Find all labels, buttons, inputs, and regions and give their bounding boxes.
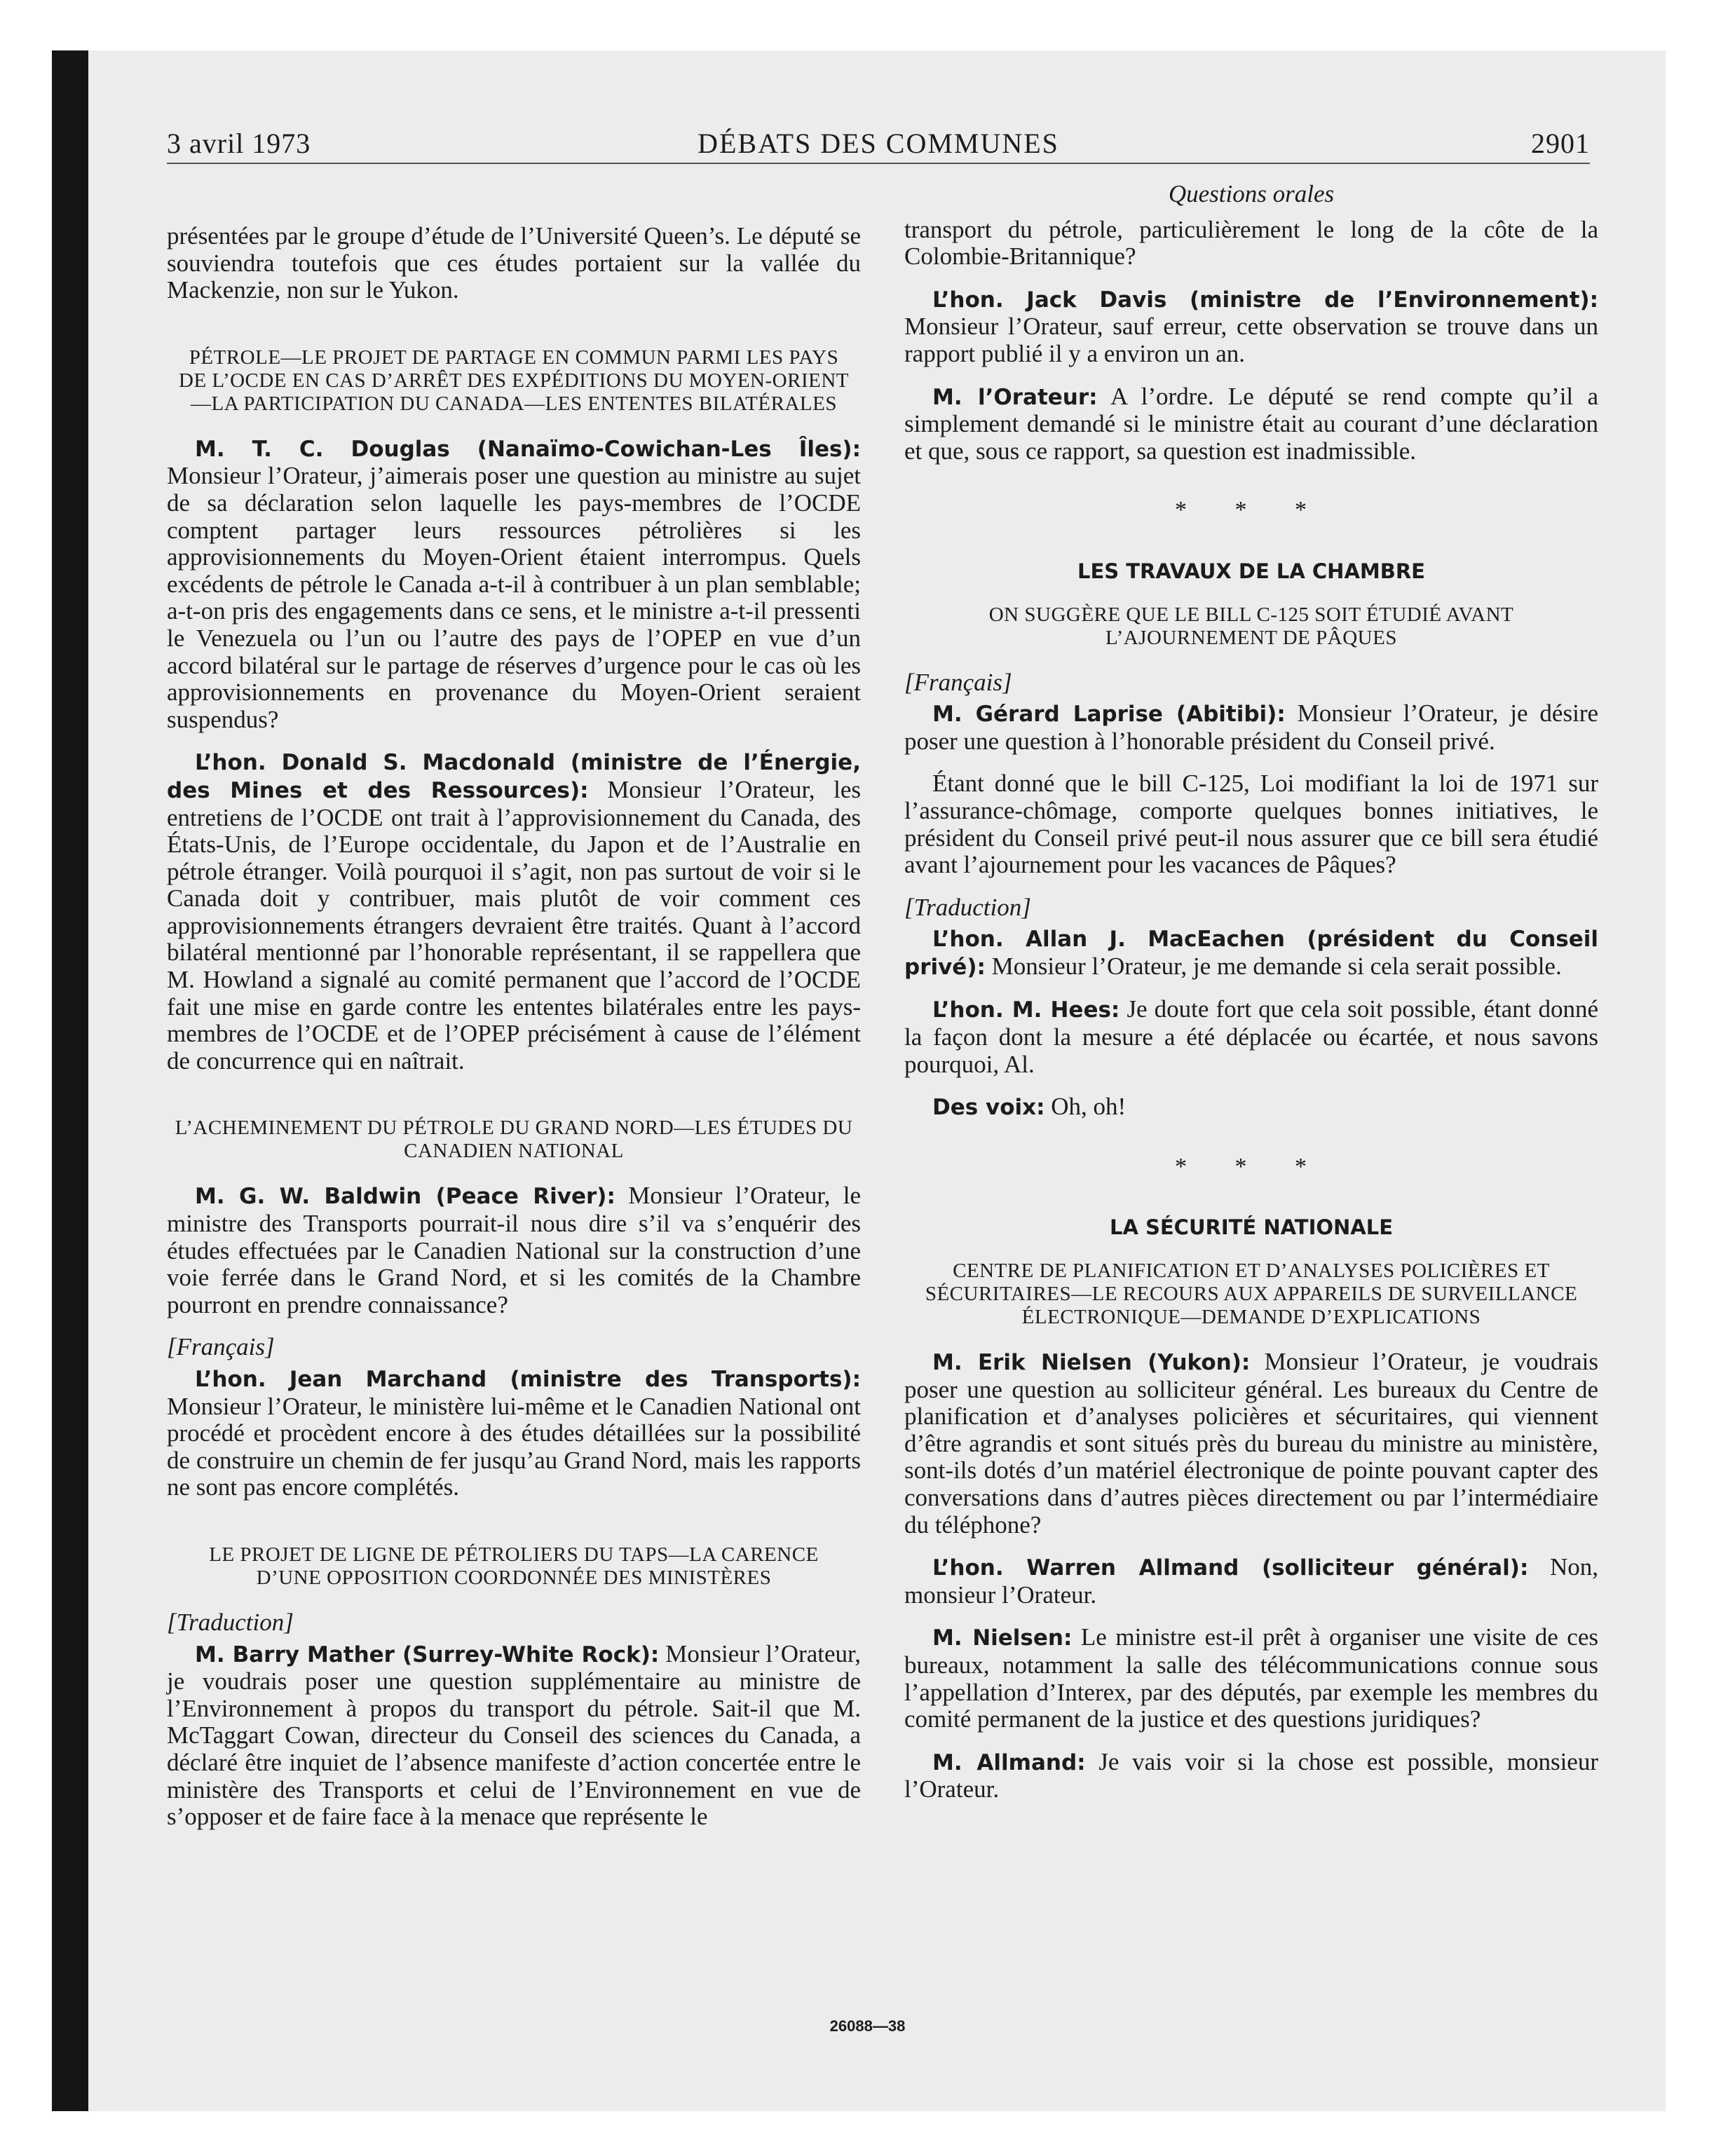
speaker-name: M. Nielsen: <box>932 1625 1073 1651</box>
right-column <box>904 181 1598 1819</box>
header-date: 3 avril 1973 <box>167 128 311 159</box>
paragraph <box>904 996 1598 1078</box>
speaker-name: L’hon. Jean Marchand (ministre des Transports): <box>195 1367 861 1392</box>
paragraph <box>904 1349 1598 1538</box>
section-heading: CENTRE DE PLANIFICATION ET D’ANALYSES POLICIÈRES ET SÉCURITAIRES—LE RECOURS AUX APPAREILS DE SURVEILLANCE ÉLECTRONIQUE—DEMANDE D’EXPLICATIONS <box>925 1260 1578 1329</box>
speaker-name: M. l’Orateur: <box>932 384 1098 410</box>
paragraph: présentées par le groupe d’étude de l’Université Queen’s. Le député se souviendra toutefois que ces études portaient sur la vallée du Mackenzie, non sur le Yukon. <box>167 222 861 304</box>
speaker-name: M. T. C. Douglas (Nanaïmo-Cowichan-Les Îles): <box>195 436 861 462</box>
speaker-name: Des voix: <box>932 1095 1045 1121</box>
paragraph <box>904 286 1598 368</box>
speaker-name: L’hon. Donald S. Macdonald (ministre de l’Énergie, des Mines et des Ressources): <box>167 750 861 803</box>
speech-text: Monsieur l’Orateur, je voudrais poser une question supplémentaire au ministre de l’Environnement à propos du transport du pétrole. Sait-il que M. McTaggart Cowan, directeur du Conseil des sciences du Canada, a déclaré être inquiet de l’absence manifeste d’action concertée entre le ministère des Transports et celui de l’Environnement en vue de s’opposer et de faire face à la menace que représente le <box>167 1639 862 1831</box>
speech-text: Je vais voir si la chose est possible, monsieur l’Orateur. <box>904 1747 1599 1803</box>
section-divider: * * * <box>1175 497 1328 524</box>
speech-text: Je doute fort que cela soit possible, étant donné la façon dont la mesure a été déplacée ou écartée, et nous savons pourquoi, Al. <box>904 995 1599 1078</box>
paragraph <box>904 1093 1598 1121</box>
paragraph <box>167 1182 861 1318</box>
major-heading: LA SÉCURITÉ NATIONALE <box>1109 1215 1394 1240</box>
speech-text: Monsieur l’Orateur, le ministère lui-même et le Canadien National ont procédé et procèdent encore à des études détaillées sur la possibilité de construire un chemin de fer jusqu’au Grand Nord, mais les rapports ne sont pas encore complétés. <box>167 1392 861 1501</box>
speech-text: A l’ordre. Le député se rend compte qu’il a simplement demandé si le ministre était au courant d’une déclaration et que, sous ce rapport, sa question est inadmissible. <box>904 382 1598 465</box>
paragraph <box>167 1641 861 1831</box>
section-heading: PÉTROLE—LE PROJET DE PARTAGE EN COMMUN PARMI LES PAYS DE L’OCDE EN CAS D’ARRÊT DES EXPÉDITIONS DU MOYEN-ORIENT—LA PARTICIPATION DU CANADA—LES ENTENTES BILATÉRALES <box>179 346 849 415</box>
footer-code: 26088—38 <box>829 2017 906 2035</box>
speaker-name: M. Gérard Laprise (Abitibi): <box>932 702 1286 728</box>
section-heading: ON SUGGÈRE QUE LE BILL C-125 SOIT ÉTUDIÉ AVANT L’AJOURNEMENT DE PÂQUES <box>988 603 1514 649</box>
running-section-label: Questions orales <box>1168 180 1335 207</box>
page-header <box>167 126 1590 164</box>
speaker-name: L’hon. Warren Allmand (solliciteur général): <box>932 1555 1529 1581</box>
paragraph <box>167 749 861 1074</box>
speaker-name: M. Erik Nielsen (Yukon): <box>932 1350 1251 1376</box>
paragraph <box>167 1365 861 1501</box>
language-marker: [Traduction] <box>167 1608 294 1636</box>
speaker-name: M. Allmand: <box>932 1749 1086 1775</box>
speech-text: Monsieur l’Orateur, les entretiens de l’OCDE ont trait à l’approvisionnement du Canada, des États-Unis, de l’Europe occidentale, du Japon et de l’Australie en pétrole étranger. Voilà pourquoi il s’agit, non pas surtout de voir si le Canada doit y contribuer, mais plutôt de voir comment ces approvisionnements étrangers devraient être traités. Quant à l’accord bilatéral mentionné par l’honorable représentant, il se rappellera que M. Howland a signalé au comité permanent que l’accord de l’OCDE fait une mise en garde contre les ententes bilatérales entre les pays-membres de l’OCDE et de l’OPEP précisément à cause de l’élément de concurrence qui en naîtrait. <box>167 775 861 1074</box>
section-heading: L’ACHEMINEMENT DU PÉTROLE DU GRAND NORD—LES ÉTUDES DU CANADIEN NATIONAL <box>175 1117 853 1163</box>
major-heading: LES TRAVAUX DE LA CHAMBRE <box>1077 559 1425 583</box>
speech-text: Monsieur l’Orateur, je désire poser une question à l’honorable président du Conseil privé. <box>904 700 1599 755</box>
language-marker: [Traduction] <box>904 893 1031 921</box>
speech-text: Non, monsieur l’Orateur. <box>904 1553 1599 1609</box>
speaker-name: M. Barry Mather (Surrey-White Rock): <box>195 1642 660 1667</box>
paragraph <box>904 1554 1598 1609</box>
speaker-name: M. G. W. Baldwin (Peace River): <box>195 1184 615 1210</box>
speaker-name: L’hon. Allan J. MacEachen (président du Conseil privé): <box>904 927 1598 980</box>
language-marker: [Français] <box>167 1333 275 1361</box>
speech-text: Monsieur l’Orateur, sauf erreur, cette observation se trouve dans un rapport publié il y a environ un an. <box>904 313 1598 367</box>
section-divider: * * * <box>1175 1153 1328 1180</box>
page-number: 2901 <box>1531 128 1590 159</box>
header-title: DÉBATS DES COMMUNES <box>698 128 1059 159</box>
speech-text: Monsieur l’Orateur, j’aimerais poser une question au ministre au sujet de sa déclaration selon laquelle les pays-membres de l’OCDE comptent partager leurs ressources pétrolières si les approvisionnements du Moyen-Orient étaient interrompus. Quels excédents de pétrole le Canada a-t-il à contribuer à un plan semblable; a-t-on pris des engagements dans ce sens, et le ministre a-t-il pressenti le Venezuela ou l’un ou l’autre des pays de l’OPEP en vue d’un accord bilatéral sur le partage de réserves d’urgence pour le cas où les approvisionnements en provenance du Moyen-Orient seraient suspendus? <box>167 462 861 733</box>
speech-text: Monsieur l’Orateur, je me demande si cela serait possible. <box>991 952 1562 980</box>
left-column <box>167 223 861 1846</box>
speech-text: Monsieur l’Orateur, je voudrais poser une question au solliciteur général. Les bureaux du Centre de planification et d’analyses policières et sécuritaires, qui viennent d’être agrandis et sont situés près du bureau du ministre au ministère, sont-ils dotés d’un matériel électronique de pointe pouvant capter des conversations dans d’autres pièces directement ou par l’intermédiaire du téléphone? <box>904 1348 1599 1538</box>
paragraph <box>904 1624 1598 1733</box>
speech-text: Oh, oh! <box>1051 1093 1127 1121</box>
paragraph: Étant donné que le bill C-125, Loi modifiant la loi de 1971 sur l’assurance-chômage, comporte quelques bonnes initiatives, le président du Conseil privé peut-il nous assurer que ce bill sera étudié avant l’ajournement pour les vacances de Pâques? <box>904 770 1598 879</box>
paragraph <box>904 1749 1598 1803</box>
paragraph <box>167 435 861 734</box>
language-marker: [Français] <box>904 668 1012 696</box>
speech-text: Monsieur l’Orateur, le ministre des Transports pourrait-il nous dire s’il va s’enquérir des études effectuées par le Canadien National sur la construction d’une voie ferrée dans le Grand Nord, et si les comités de la Chambre pourront en prendre connaissance? <box>167 1182 861 1318</box>
scan-edge <box>52 50 88 2111</box>
paragraph: transport du pétrole, particulièrement le long de la côte de la Colombie-Britannique? <box>904 215 1598 271</box>
speaker-name: L’hon. Jack Davis (ministre de l’Environnement): <box>932 287 1598 313</box>
speech-text: Le ministre est-il prêt à organiser une visite de ces bureaux, notamment la salle des télécommunications connue sous l’appellation d’Interex, par des députés, par exemple les membres du comité permanent de la justice et des questions juridiques? <box>904 1623 1598 1733</box>
section-heading: LE PROJET DE LIGNE DE PÉTROLIERS DU TAPS—LA CARENCE D’UNE OPPOSITION COORDONNÉE DES MINISTÈRES <box>209 1543 819 1589</box>
paragraph <box>904 700 1598 755</box>
paragraph <box>904 383 1598 465</box>
speaker-name: L’hon. M. Hees: <box>932 997 1120 1023</box>
paragraph <box>904 925 1598 981</box>
